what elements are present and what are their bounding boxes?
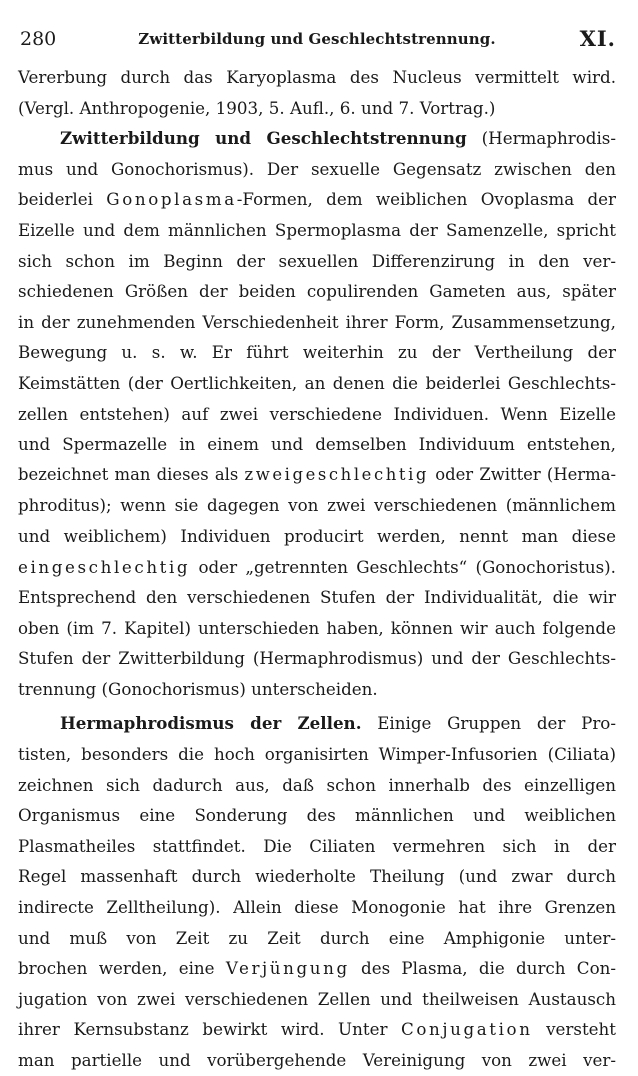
emphasized-term: Verjüngung — [225, 958, 350, 979]
text-line: (Vergl. Anthropogenie, 1903, 5. Aufl., 6. und 7. Vortrag.) — [18, 97, 496, 118]
page-body — [18, 62, 616, 1076]
text-line: und weiblichem) Individuen producirt werden, nennt man diese — [18, 525, 616, 546]
text-line — [18, 953, 616, 984]
text-line: Entsprechend den verschiedenen Stufen der Individualität, die wir — [18, 587, 616, 608]
emphasized-term: eingeschlechtig — [18, 556, 191, 577]
text-line: mus und Gonochorismus). Der sexuelle Gegensatz zwischen den — [18, 158, 616, 179]
text-span: beiderlei — [18, 189, 93, 210]
text-line: schiedenen Größen der beiden copulirenden Gameten aus, später — [18, 281, 616, 302]
text-line: indirecte Zelltheilung). Allein diese Monogonie hat ihre Grenzen — [18, 897, 616, 918]
text-line: zellen entstehen) auf zwei verschiedene Individuen. Wenn Eizelle — [18, 403, 616, 424]
text-line: Keimstätten (der Oertlichkeiten, an denen die beiderlei Geschlechts- — [18, 372, 616, 393]
text-span: bezeichnet man dieses als — [18, 464, 239, 484]
text-line: und muß von Zeit zu Zeit durch eine Amphigonie unter- — [18, 927, 616, 948]
text-line: Vererbung durch das Karyoplasma des Nucleus vermittelt wird. — [18, 67, 616, 87]
paragraph-zwitterbildung — [18, 123, 616, 704]
page-number: 280 — [20, 28, 57, 50]
text-line: Organismus eine Sonderung des männlichen und weiblichen — [18, 805, 616, 826]
text-span: ihrer Kernsubstanz bewirkt wird. Unter — [18, 1019, 388, 1040]
text-line: man partielle und vorübergehende Vereinigung von zwei ver- — [18, 1050, 616, 1070]
text-line: jugation von zwei verschiedenen Zellen und theilweisen Austausch — [18, 988, 616, 1009]
text-span: versteht — [546, 1019, 616, 1040]
text-line — [18, 1014, 616, 1045]
text-line: sich schon im Beginn der sexuellen Differenzirung in den ver- — [18, 250, 616, 271]
chapter-number: XI. — [579, 26, 616, 51]
paragraph-hermaphrodismus — [18, 708, 616, 1075]
text-span: Einige Gruppen der Pro- — [377, 713, 616, 734]
emphasized-term: Gonoplasma — [106, 189, 237, 210]
text-span: (Hermaphrodis- — [481, 128, 616, 149]
text-line: tisten, besonders die hoch organisirten Wimper-Infusorien (Ciliata) — [18, 744, 616, 765]
text-line: und Spermazelle in einem und demselben Individuum entstehen, — [18, 434, 616, 455]
text-line — [18, 460, 616, 491]
text-span: brochen werden, eine — [18, 958, 215, 979]
text-line — [18, 552, 616, 583]
text-line: Regel massenhaft durch wiederholte Theilung (und zwar durch — [18, 866, 616, 887]
text-span: des Plasma, die durch Con- — [361, 958, 616, 979]
text-line: phroditus); wenn sie dagegen von zwei verschiedenen (männlichem — [18, 495, 616, 516]
emphasized-term: zweigeschlechtig — [244, 464, 430, 484]
text-span: oder Zwitter (Herma- — [435, 464, 616, 484]
text-span: -Formen, dem weiblichen Ovoplasma der — [236, 189, 616, 210]
running-title: Zwitterbildung und Geschlechtstrennung. — [138, 30, 496, 48]
text-line: Bewegung u. s. w. Er führt weiterhin zu der Vertheilung der — [18, 342, 616, 363]
text-line: in der zunehmenden Verschiedenheit ihrer Form, Zusammensetzung, — [18, 311, 616, 332]
text-line: Stufen der Zwitterbildung (Hermaphrodismus) und der Geschlechts- — [18, 648, 616, 669]
text-line — [18, 184, 616, 215]
text-line: trennung (Gonochorismus) unterscheiden. — [18, 678, 378, 699]
text-line: Plasmatheiles stattfindet. Die Ciliaten vermehren sich in der — [18, 835, 616, 856]
text-span: oder „getrennten Geschlechts“ (Gonochoristus). — [198, 556, 616, 577]
text-line: zeichnen sich dadurch aus, daß schon innerhalb des einzelligen — [18, 774, 616, 795]
text-line — [18, 708, 616, 739]
emphasized-term: Conjugation — [400, 1019, 533, 1040]
page-header — [18, 26, 616, 54]
section-heading: Hermaphrodismus der Zellen. — [60, 713, 362, 734]
text-line — [18, 123, 616, 154]
text-line: Eizelle und dem männlichen Spermoplasma der Samenzelle, spricht — [18, 219, 616, 240]
section-heading: Zwitterbildung und Geschlechtstrennung — [60, 128, 467, 149]
text-line: oben (im 7. Kapitel) unterschieden haben, können wir auch folgende — [18, 617, 616, 638]
paragraph-heredity — [18, 62, 616, 123]
